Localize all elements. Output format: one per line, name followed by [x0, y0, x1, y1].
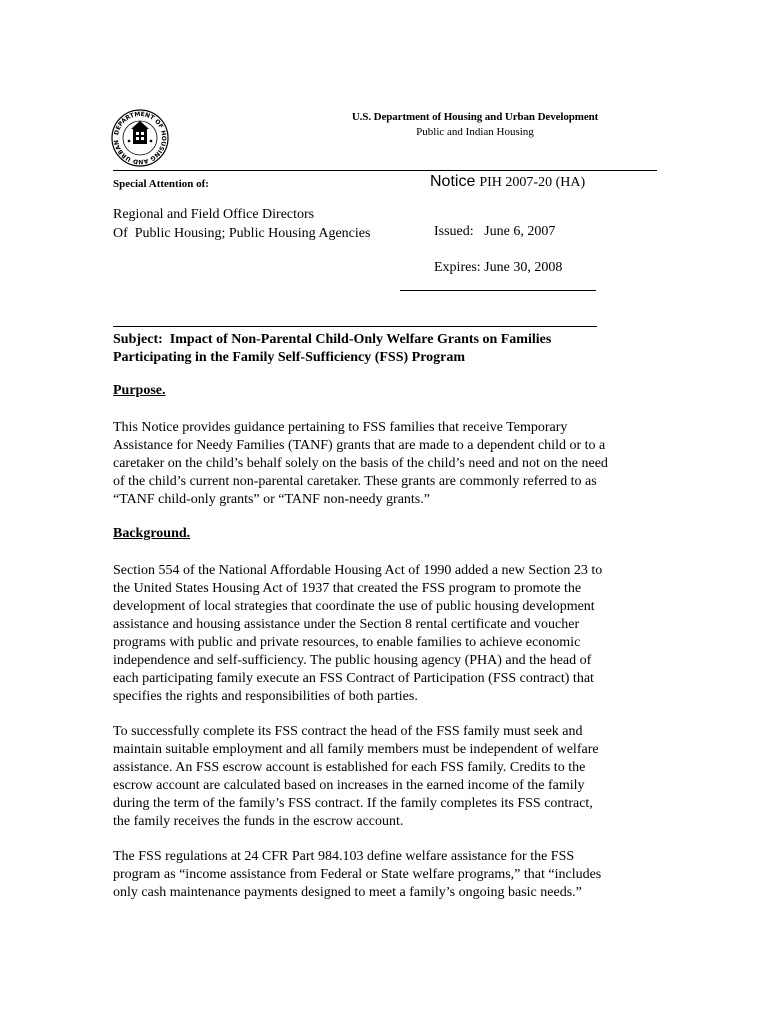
background-heading: Background.: [113, 526, 191, 541]
paragraph-line: program as “income assistance from Federal or State welfare programs,” that “includes: [113, 867, 602, 882]
hud-seal-logo: [110, 108, 170, 168]
addressee-block: [113, 205, 370, 243]
addressee-line: Of Public Housing; Public Housing Agencies: [113, 226, 371, 241]
agency-name: U.S. Department of Housing and Urban Development: [351, 111, 599, 123]
paragraph-line: This Notice provides guidance pertaining to FSS families that receive Temporary: [113, 420, 568, 435]
expires-rule: [400, 290, 596, 291]
paragraph-line: the United States Housing Act of 1937 that created the FSS program to promote the: [113, 581, 582, 596]
subject-rule: [113, 326, 597, 327]
addressee-line: Regional and Field Office Directors: [113, 207, 315, 222]
paragraph-line: only cash maintenance payments designed to meet a family’s ongoing basic needs.”: [113, 885, 582, 900]
paragraph-line: maintain suitable employment and all family members must be independent of welfare: [113, 742, 599, 757]
paragraph-line: caretaker on the child’s behalf solely on the basis of the child’s need and not on the need: [113, 456, 608, 471]
paragraph-line: assistance. An FSS escrow account is established for each FSS family. Credits to the: [113, 760, 586, 775]
hud-seal-icon: [110, 108, 170, 168]
paragraph-line: To successfully complete its FSS contract the head of the FSS family must seek and: [113, 724, 583, 739]
paragraph-line: programs with public and private resources, to enable families to achieve economic: [113, 635, 581, 650]
paragraph-line: Section 554 of the National Affordable Housing Act of 1990 added a new Section 23 to: [113, 563, 603, 578]
paragraph-line: independence and self-sufficiency. The public housing agency (PHA) and the head of: [113, 653, 592, 668]
background-paragraph-1: [113, 562, 658, 706]
paragraph-line: each participating family execute an FSS Contract of Participation (FSS contract) that: [113, 671, 594, 686]
paragraph-line: The FSS regulations at 24 CFR Part 984.103 define welfare assistance for the FSS: [113, 849, 575, 864]
issued-date: Issued: June 6, 2007: [434, 224, 556, 239]
paragraph-line: the family receives the funds in the escrow account.: [113, 814, 404, 829]
notice-id: PIH 2007-20 (HA): [479, 175, 586, 190]
paragraph-line: development of local strategies that coordinate the use of public housing development: [113, 599, 595, 614]
paragraph-line: specifies the rights and responsibilities of both parties.: [113, 689, 418, 704]
background-paragraph-2: [113, 723, 658, 831]
subject-line: Participating in the Family Self-Sufficiency (FSS) Program: [113, 350, 466, 365]
expires-date: Expires: June 30, 2008: [434, 260, 563, 275]
seal-text: DEPARTMENT OF HOUSING AND URBAN: [113, 110, 168, 166]
office-name: Public and Indian Housing: [416, 126, 534, 138]
paragraph-line: escrow account are calculated based on increases in the earned income of the family: [113, 778, 585, 793]
paragraph-line: Assistance for Needy Families (TANF) grants that are made to a dependent child or to a: [113, 438, 606, 453]
background-paragraph-3: [113, 848, 658, 902]
subject-label: Subject: [113, 332, 159, 347]
purpose-paragraph: [113, 419, 658, 509]
paragraph-line: of the child’s current non-parental caretaker. These grants are commonly referred to as: [113, 474, 597, 489]
paragraph-line: “TANF child-only grants” or “TANF non-needy grants.”: [113, 492, 430, 507]
subject-block: Subject: Impact of Non-Parental Child-Only Welfare Grants on Families Participating in the Family Self-Sufficiency (FSS) Program: [113, 331, 653, 367]
purpose-heading: Purpose.: [113, 383, 166, 398]
notice-word: Notice: [430, 173, 476, 190]
subject-line: Impact of Non-Parental Child-Only Welfare Grants on Families: [169, 332, 552, 347]
notice-number: [430, 173, 585, 191]
header-divider: [113, 170, 657, 171]
paragraph-line: during the term of the family’s FSS contract. If the family completes its FSS contract,: [113, 796, 593, 811]
paragraph-line: assistance and housing assistance under the Section 8 rental certificate and voucher: [113, 617, 580, 632]
special-attention-label: Special Attention of:: [113, 178, 209, 190]
